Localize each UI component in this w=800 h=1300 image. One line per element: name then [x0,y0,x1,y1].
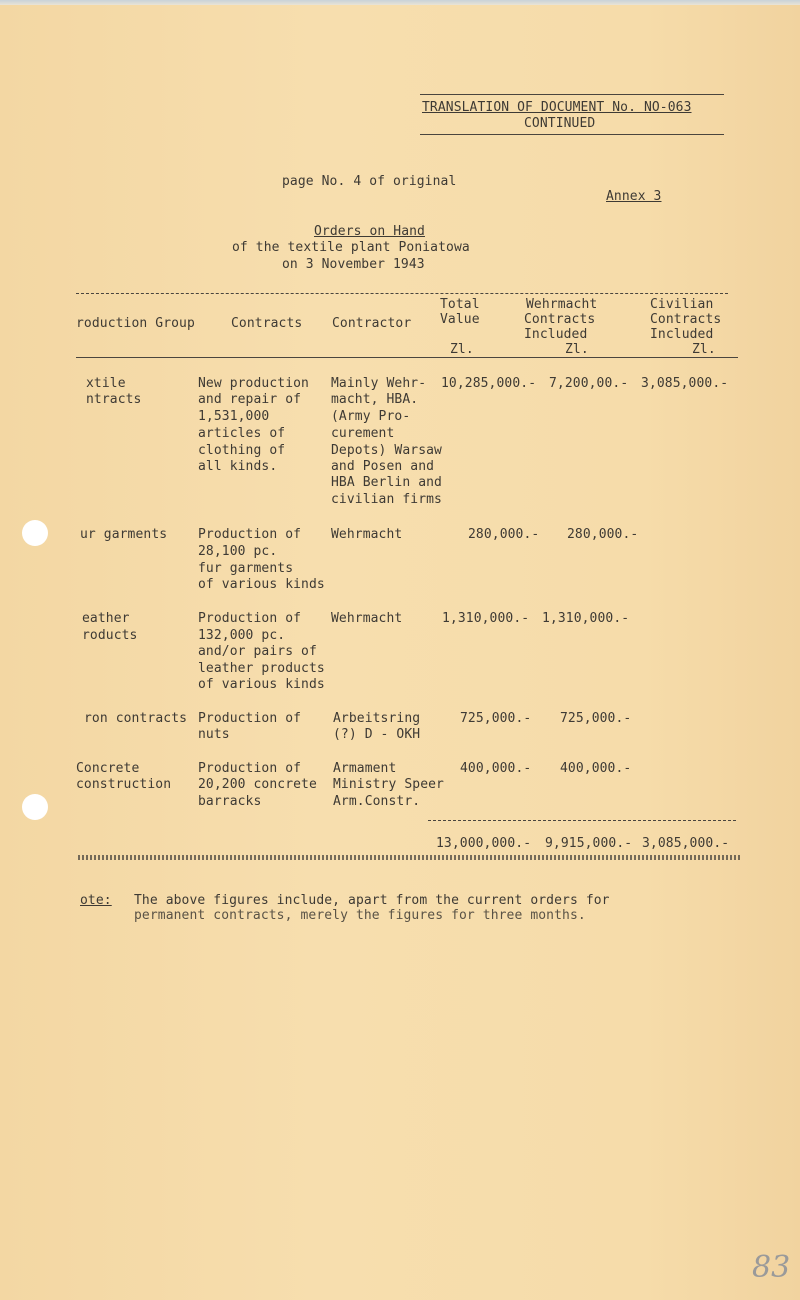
row1-contracts-6: all kinds. [198,459,278,474]
row1-contractor-5: Depots) Warsaw [331,443,442,458]
header-wehrmacht-unit: Zl. [565,342,589,357]
note-line2: permanent contracts, merely the figures for three months. [134,908,586,923]
row5-contractor-2: Ministry Speer [333,777,444,792]
row5-contractor-3: Arm.Constr. [333,794,421,809]
header-total-1: Total [440,297,480,312]
totals-top-rule [428,820,736,821]
wehrmacht-total: 9,915,000.- [545,836,633,851]
row3-group-1: eather [82,611,130,626]
header-contractor: Contractor [332,316,412,331]
row2-contracts-4: of various kinds [198,577,325,592]
row1-group-1: xtile [86,376,126,391]
row5-group-2: construction [76,777,172,792]
row2-contractor-1: Wehrmacht [331,527,403,542]
row1-contracts-4: articles of [198,426,286,441]
scanner-edge [0,0,800,5]
row2-contracts-2: 28,100 pc. [198,544,278,559]
punch-hole-upper [22,520,48,546]
annex-label: Annex 3 [606,189,662,204]
row1-contractor-3: (Army Pro- [331,409,411,424]
row3-contracts-5: of various kinds [198,677,325,692]
header-line2: CONTINUED [524,116,596,131]
row2-contracts-1: Production of [198,527,302,542]
header-wehrmacht-3: Included [524,327,588,342]
table-top-rule [76,293,728,294]
note-line1: The above figures include, apart from the current orders for [134,893,610,908]
header-civilian-3: Included [650,327,714,342]
row5-total: 400,000.- [460,761,532,776]
row4-contracts-2: nuts [198,727,230,742]
header-wehrmacht-1: Wehrmacht [526,297,598,312]
row1-contractor-4: curement [331,426,395,441]
header-bottom-rule [420,134,724,135]
punch-hole-lower [22,794,48,820]
header-wehrmacht-2: Contracts [524,312,596,327]
row4-contractor-2: (?) D - OKH [333,727,421,742]
header-bottom-rule-table [76,357,738,358]
row2-contracts-3: fur garments [198,561,294,576]
row1-contractor-2: macht, HBA. [331,392,419,407]
row4-total: 725,000.- [460,711,532,726]
row3-contracts-1: Production of [198,611,302,626]
header-production-group: roduction Group [76,316,195,331]
header-civilian-2: Contracts [650,312,722,327]
row4-wehrmacht: 725,000.- [560,711,632,726]
row3-contracts-3: and/or pairs of [198,644,317,659]
row1-civilian: 3,085,000.- [641,376,729,391]
row1-contractor-7: HBA Berlin and [331,475,442,490]
civilian-total: 3,085,000.- [642,836,730,851]
handwritten-page-number: 83 [752,1250,791,1285]
row3-group-2: roducts [82,628,138,643]
header-total-unit: Zl. [450,342,474,357]
row5-contracts-1: Production of [198,761,302,776]
row1-contractor-1: Mainly Wehr- [331,376,427,391]
row1-total: 10,285,000.- [441,376,537,391]
header-civilian-1: Civilian [650,297,714,312]
header-line1: TRANSLATION OF DOCUMENT No. NO-063 [422,100,692,115]
row1-contractor-8: civilian firms [331,492,442,507]
row1-contracts-5: clothing of [198,443,286,458]
row5-contracts-3: barracks [198,794,262,809]
row4-contracts-1: Production of [198,711,302,726]
row3-contracts-2: 132,000 pc. [198,628,286,643]
row3-total: 1,310,000.- [442,611,530,626]
typed-separator-line [78,855,742,860]
row1-wehrmacht: 7,200,00.- [549,376,629,391]
header-top-rule [420,94,724,95]
note-label: ote: [80,893,112,908]
title-line2: of the textile plant Poniatowa [232,240,470,255]
header-contracts: Contracts [231,316,303,331]
header-total-2: Value [440,312,480,327]
row3-contractor-1: Wehrmacht [331,611,403,626]
row3-wehrmacht: 1,310,000.- [542,611,630,626]
row1-contracts-1: New production [198,376,309,391]
row5-group-1: Concrete [76,761,140,776]
row4-group-1: ron contracts [84,711,188,726]
title-line1: Orders on Hand [314,224,425,239]
header-civilian-unit: Zl. [692,342,716,357]
row5-contractor-1: Armament [333,761,397,776]
row1-contracts-2: and repair of [198,392,302,407]
grand-total: 13,000,000.- [436,836,532,851]
row3-contracts-4: leather products [198,661,325,676]
row2-total: 280,000.- [468,527,540,542]
row1-group-2: ntracts [86,392,142,407]
row1-contracts-3: 1,531,000 [198,409,270,424]
title-line3: on 3 November 1943 [282,257,425,272]
row1-contractor-6: and Posen and [331,459,435,474]
row4-contractor-1: Arbeitsring [333,711,421,726]
row5-wehrmacht: 400,000.- [560,761,632,776]
page-reference: page No. 4 of original [282,174,457,189]
row5-contracts-2: 20,200 concrete [198,777,317,792]
row2-group-1: ur garments [80,527,168,542]
row2-wehrmacht: 280,000.- [567,527,639,542]
